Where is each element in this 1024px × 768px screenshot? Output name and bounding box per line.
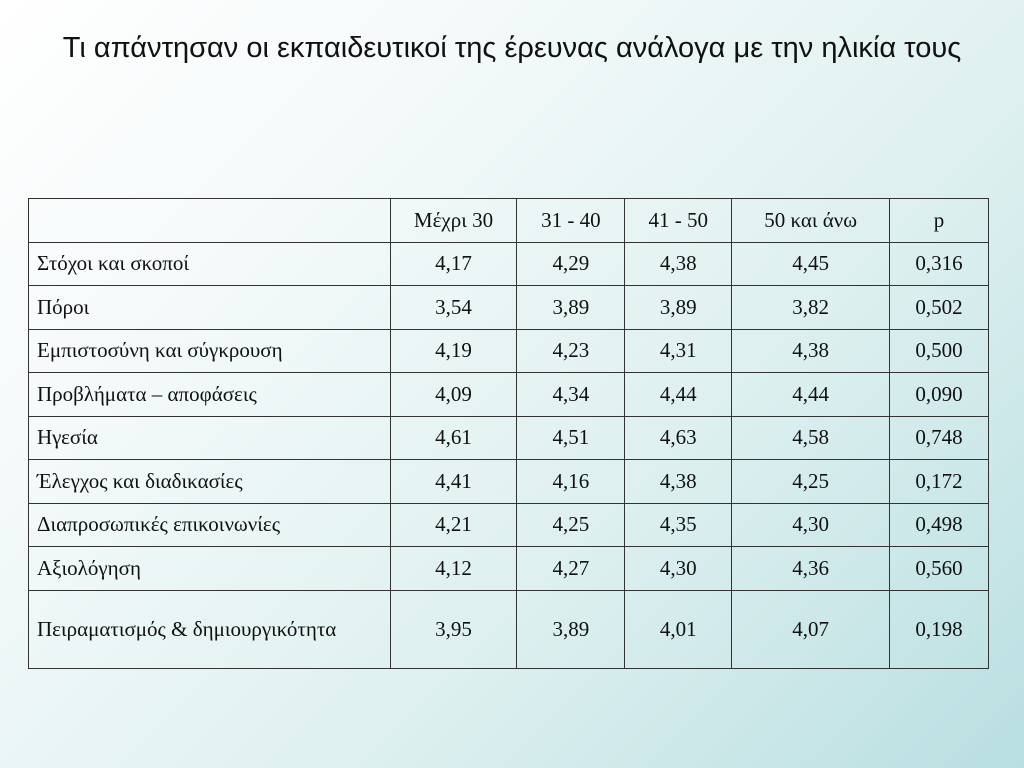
- table-row: [29, 460, 989, 504]
- value-cell: 4,29: [517, 242, 625, 286]
- value-cell: 4,16: [517, 460, 625, 504]
- p-value-cell: 0,498: [890, 503, 989, 547]
- value-cell: 4,31: [625, 329, 732, 373]
- p-value-cell: 0,560: [890, 547, 989, 591]
- row-label: Πειραματισμός & δημιουργικότητα: [29, 590, 391, 668]
- value-cell: 3,89: [625, 286, 732, 330]
- value-cell: 4,61: [390, 416, 517, 460]
- row-label: Εμπιστοσύνη και σύγκρουση: [29, 329, 391, 373]
- value-cell: 4,38: [625, 242, 732, 286]
- value-cell: 4,30: [625, 547, 732, 591]
- results-table: [28, 198, 989, 669]
- row-label: Ηγεσία: [29, 416, 391, 460]
- slide-title: Τι απάντησαν οι εκπαιδευτικοί της έρευνας ανάλογα με την ηλικία τους: [62, 32, 962, 64]
- header-cell-age-31-40: 31 - 40: [517, 199, 625, 243]
- table-row: [29, 547, 989, 591]
- table-row: [29, 416, 989, 460]
- table-row: [29, 590, 989, 668]
- value-cell: 3,54: [390, 286, 517, 330]
- p-value-cell: 0,172: [890, 460, 989, 504]
- p-value-cell: 0,748: [890, 416, 989, 460]
- row-label: Αξιολόγηση: [29, 547, 391, 591]
- value-cell: 4,63: [625, 416, 732, 460]
- p-value-cell: 0,500: [890, 329, 989, 373]
- value-cell: 4,36: [732, 547, 890, 591]
- value-cell: 4,34: [517, 373, 625, 417]
- value-cell: 4,44: [732, 373, 890, 417]
- table-row: [29, 373, 989, 417]
- value-cell: 3,89: [517, 286, 625, 330]
- table-row: [29, 286, 989, 330]
- value-cell: 4,38: [732, 329, 890, 373]
- value-cell: 4,19: [390, 329, 517, 373]
- value-cell: 4,44: [625, 373, 732, 417]
- value-cell: 4,30: [732, 503, 890, 547]
- value-cell: 3,82: [732, 286, 890, 330]
- value-cell: 4,27: [517, 547, 625, 591]
- value-cell: 4,58: [732, 416, 890, 460]
- value-cell: 3,89: [517, 590, 625, 668]
- p-value-cell: 0,316: [890, 242, 989, 286]
- header-cell-p-value: p: [890, 199, 989, 243]
- table-row: [29, 329, 989, 373]
- value-cell: 4,23: [517, 329, 625, 373]
- value-cell: 4,25: [517, 503, 625, 547]
- value-cell: 4,07: [732, 590, 890, 668]
- header-cell-age-up-to-30: Μέχρι 30: [390, 199, 517, 243]
- value-cell: 4,45: [732, 242, 890, 286]
- table-header-row: [29, 199, 989, 243]
- row-label: Προβλήματα – αποφάσεις: [29, 373, 391, 417]
- p-value-cell: 0,198: [890, 590, 989, 668]
- value-cell: 4,09: [390, 373, 517, 417]
- p-value-cell: 0,502: [890, 286, 989, 330]
- value-cell: 4,51: [517, 416, 625, 460]
- value-cell: 3,95: [390, 590, 517, 668]
- value-cell: 4,35: [625, 503, 732, 547]
- table-row: [29, 503, 989, 547]
- header-cell-age-50-plus: 50 και άνω: [732, 199, 890, 243]
- header-cell-age-41-50: 41 - 50: [625, 199, 732, 243]
- value-cell: 4,12: [390, 547, 517, 591]
- value-cell: 4,38: [625, 460, 732, 504]
- value-cell: 4,21: [390, 503, 517, 547]
- header-cell-empty: [29, 199, 391, 243]
- row-label: Στόχοι και σκοποί: [29, 242, 391, 286]
- value-cell: 4,25: [732, 460, 890, 504]
- value-cell: 4,41: [390, 460, 517, 504]
- row-label: Πόροι: [29, 286, 391, 330]
- value-cell: 4,17: [390, 242, 517, 286]
- value-cell: 4,01: [625, 590, 732, 668]
- row-label: Διαπροσωπικές επικοινωνίες: [29, 503, 391, 547]
- row-label: Έλεγχος και διαδικασίες: [29, 460, 391, 504]
- table-row: [29, 242, 989, 286]
- p-value-cell: 0,090: [890, 373, 989, 417]
